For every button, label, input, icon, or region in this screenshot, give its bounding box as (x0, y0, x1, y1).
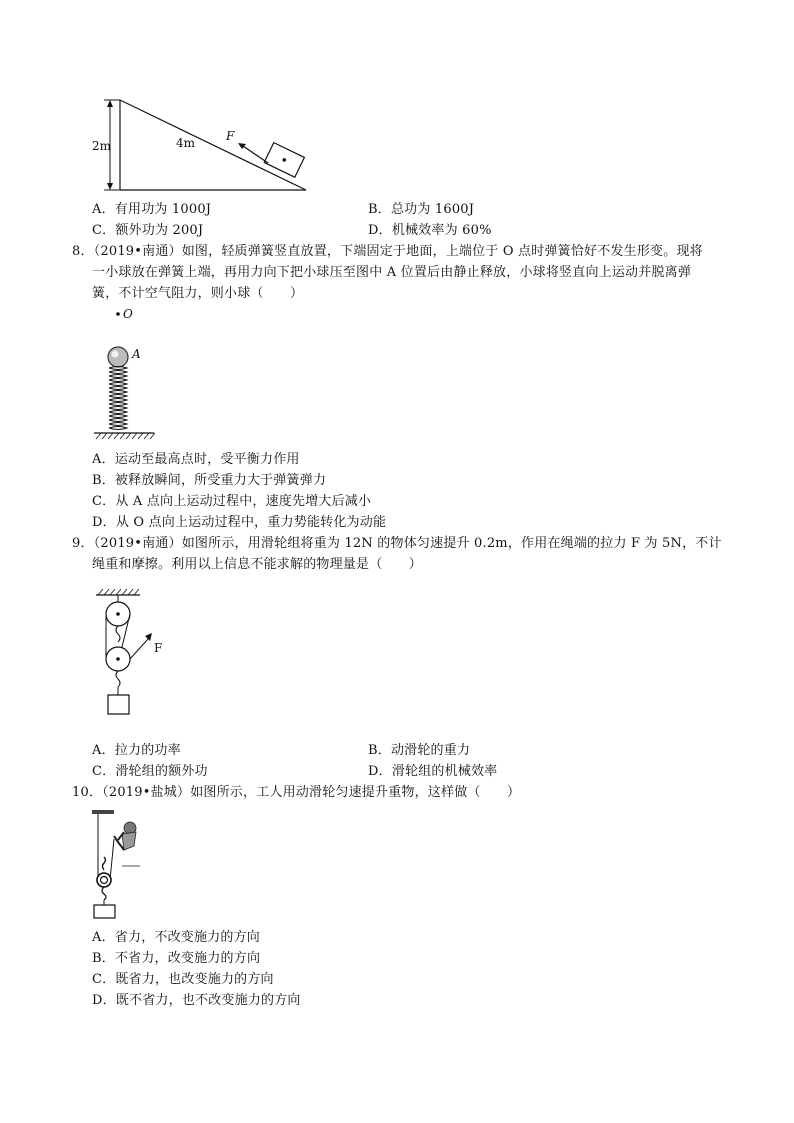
q8-stem-line2: 一小球放在弹簧上端，再用力向下把小球压至图中 A 位置后由静止释放，小球将竖直向上运动并脱离弹 (92, 265, 692, 280)
force-arrow-head (238, 143, 246, 149)
pulley-force-label: F (154, 641, 163, 655)
q9-stem-line2: 绳重和摩擦。利用以上信息不能求解的物理量是（ ） (92, 557, 423, 572)
spring-figure (92, 305, 162, 440)
q9-option-a: A．拉力的功率 (92, 743, 181, 758)
q10-option-b: B．不省力，改变施力的方向 (92, 951, 261, 966)
q8-stem-line3: 簧，不计空气阻力，则小球（ ） (92, 286, 304, 301)
incline-force-label: F (226, 129, 235, 143)
pulling-rope (130, 639, 148, 659)
incline-figure (88, 90, 318, 194)
fixed-beam (92, 810, 114, 814)
q7-option-a: A．有用功为 1000J (92, 202, 212, 217)
moving-pulley (97, 873, 111, 887)
ball (108, 347, 128, 367)
q7-option-c: C．额外功为 200J (92, 223, 204, 238)
q7-option-d: D．机械效率为 60% (368, 223, 492, 238)
pulley-block-figure (92, 585, 182, 730)
worker-body (122, 832, 136, 850)
q8-stem-line1: 8．（2019•南通）如图，轻质弹簧竖直放置，下端固定于地面，上端位于 O 点时弹簧恰好不发生形变。现将 (72, 244, 703, 259)
q7-option-b: B．总功为 1600J (368, 202, 475, 217)
q9-stem-line1: 9．（2019•南通）如图所示，用滑轮组将重为 12N 的物体匀速提升 0.2m，作用在绳端的拉力 F 为 5N，不计 (72, 536, 722, 551)
q8-option-a: A．运动至最高点时，受平衡力作用 (92, 452, 300, 467)
point-o-dot (116, 312, 120, 316)
incline-height-label: 2m (92, 139, 112, 153)
q10-option-d: D．既不省力，也不改变施力的方向 (92, 993, 301, 1008)
q8-option-b: B．被释放瞬间，所受重力大于弹簧弹力 (92, 473, 327, 488)
q9-option-d: D．滑轮组的机械效率 (368, 764, 498, 779)
force-arrow-head (145, 633, 152, 641)
q8-option-c: C．从 A 点向上运动过程中，速度先增大后减小 (92, 494, 372, 509)
q9-option-b: B．动滑轮的重力 (368, 743, 471, 758)
incline-slope-label: 4m (176, 136, 196, 150)
point-o-label: O (123, 307, 133, 321)
point-a-label: A (132, 347, 141, 361)
weight-block (108, 695, 129, 714)
weight-block (94, 905, 115, 918)
q9-option-c: C．滑轮组的额外功 (92, 764, 208, 779)
spring (109, 367, 127, 430)
q10-option-c: C．既省力，也改变施力的方向 (92, 972, 274, 987)
q10-stem-line1: 10．（2019•盐城）如图所示，工人用动滑轮匀速提升重物，这样做（ ） (72, 785, 521, 800)
q8-option-d: D．从 O 点向上运动过程中，重力势能转化为动能 (92, 515, 387, 530)
q10-option-a: A．省力，不改变施力的方向 (92, 930, 260, 945)
worker-pulley-figure (88, 806, 158, 921)
